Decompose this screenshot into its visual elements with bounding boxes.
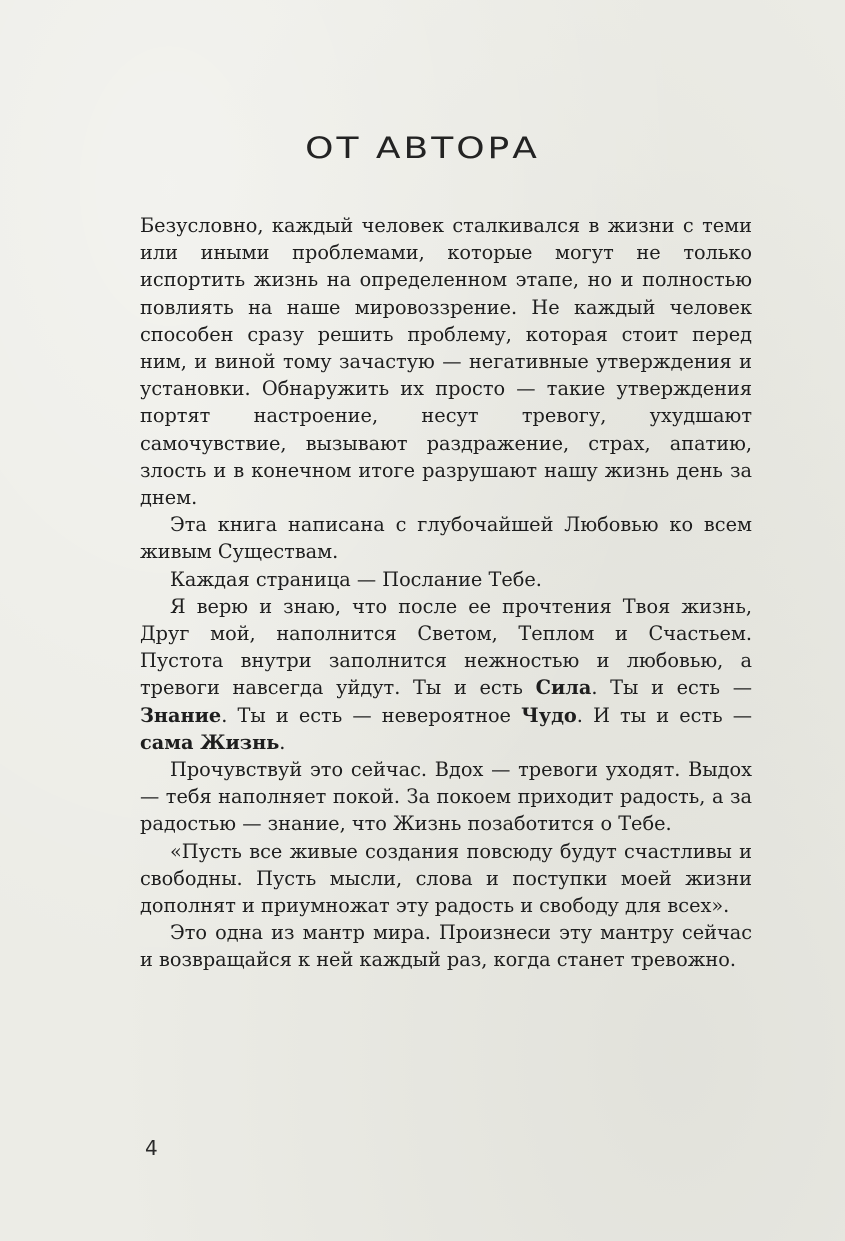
- paragraph-closing: Это одна из мантр мира. Произнеси эту мантру сейчас и возвращайся к ней каждый раз, когда станет тревожно.: [140, 921, 752, 972]
- bold-sama-zhizn: сама Жизнь: [140, 730, 280, 754]
- belief-text-mid1: . Ты и есть —: [591, 676, 753, 700]
- bold-sila: Сила: [535, 676, 592, 700]
- paragraph-mantra: «Пусть все живые создания повсюду будут счастливы и свободны. Пусть мысли, слова и поступки моей жизни дополнят и приумножат эту радость и свободу для всех».: [140, 839, 752, 918]
- paragraph-intro: Безусловно, каждый человек сталкивался в жизни с теми или иными проблемами, которые могут не только испортить жизнь на определенном этапе, но и полностью повлиять на наше мировоззрение. Не каждый человек способен сразу решить проблему, которая стоит перед ним, и виной тому зачастую — негативные утверждения и установки. Обнаружить их просто — такие утверждения портят настроение, несут тревогу, ухудшают самочувствие, вызывают раздражение, страх, апатию, злость и в конечном итоге разрушают нашу жизнь день за днем.: [140, 214, 752, 510]
- page-number: 4: [145, 1136, 158, 1160]
- belief-text-intro: Я верю и знаю, что после ее прочтения Твоя жизнь, Друг мой, наполнится Светом, Теплом и Счастьем. Пустота внутри заполнится нежностью и любовью, а тревоги навсегда уйдут. Ты и есть: [140, 594, 752, 700]
- bold-znanie: Знание: [140, 703, 222, 727]
- paragraph-breathing: Прочувствуй это сейчас. Вдох — тревоги уходят. Выдох — тебя наполняет покой. За покоем приходит радость, а за радостью — знание, что Жизнь позаботится о Тебе.: [140, 758, 752, 836]
- paragraph-message: Каждая страница — Послание Тебе.: [170, 567, 542, 591]
- body-text: [140, 212, 752, 974]
- paragraph-book-dedication: Эта книга написана с глубочайшей Любовью ко всем живым Существам.: [140, 513, 752, 564]
- page-title: ОТ АВТОРА: [305, 131, 540, 166]
- belief-text-end: .: [279, 730, 286, 754]
- bold-chudo: Чудо: [521, 703, 577, 727]
- belief-text-mid3: . И ты и есть —: [576, 703, 753, 727]
- paragraph-belief: [140, 593, 752, 756]
- belief-text-mid2: . Ты и есть — невероятное: [221, 703, 522, 727]
